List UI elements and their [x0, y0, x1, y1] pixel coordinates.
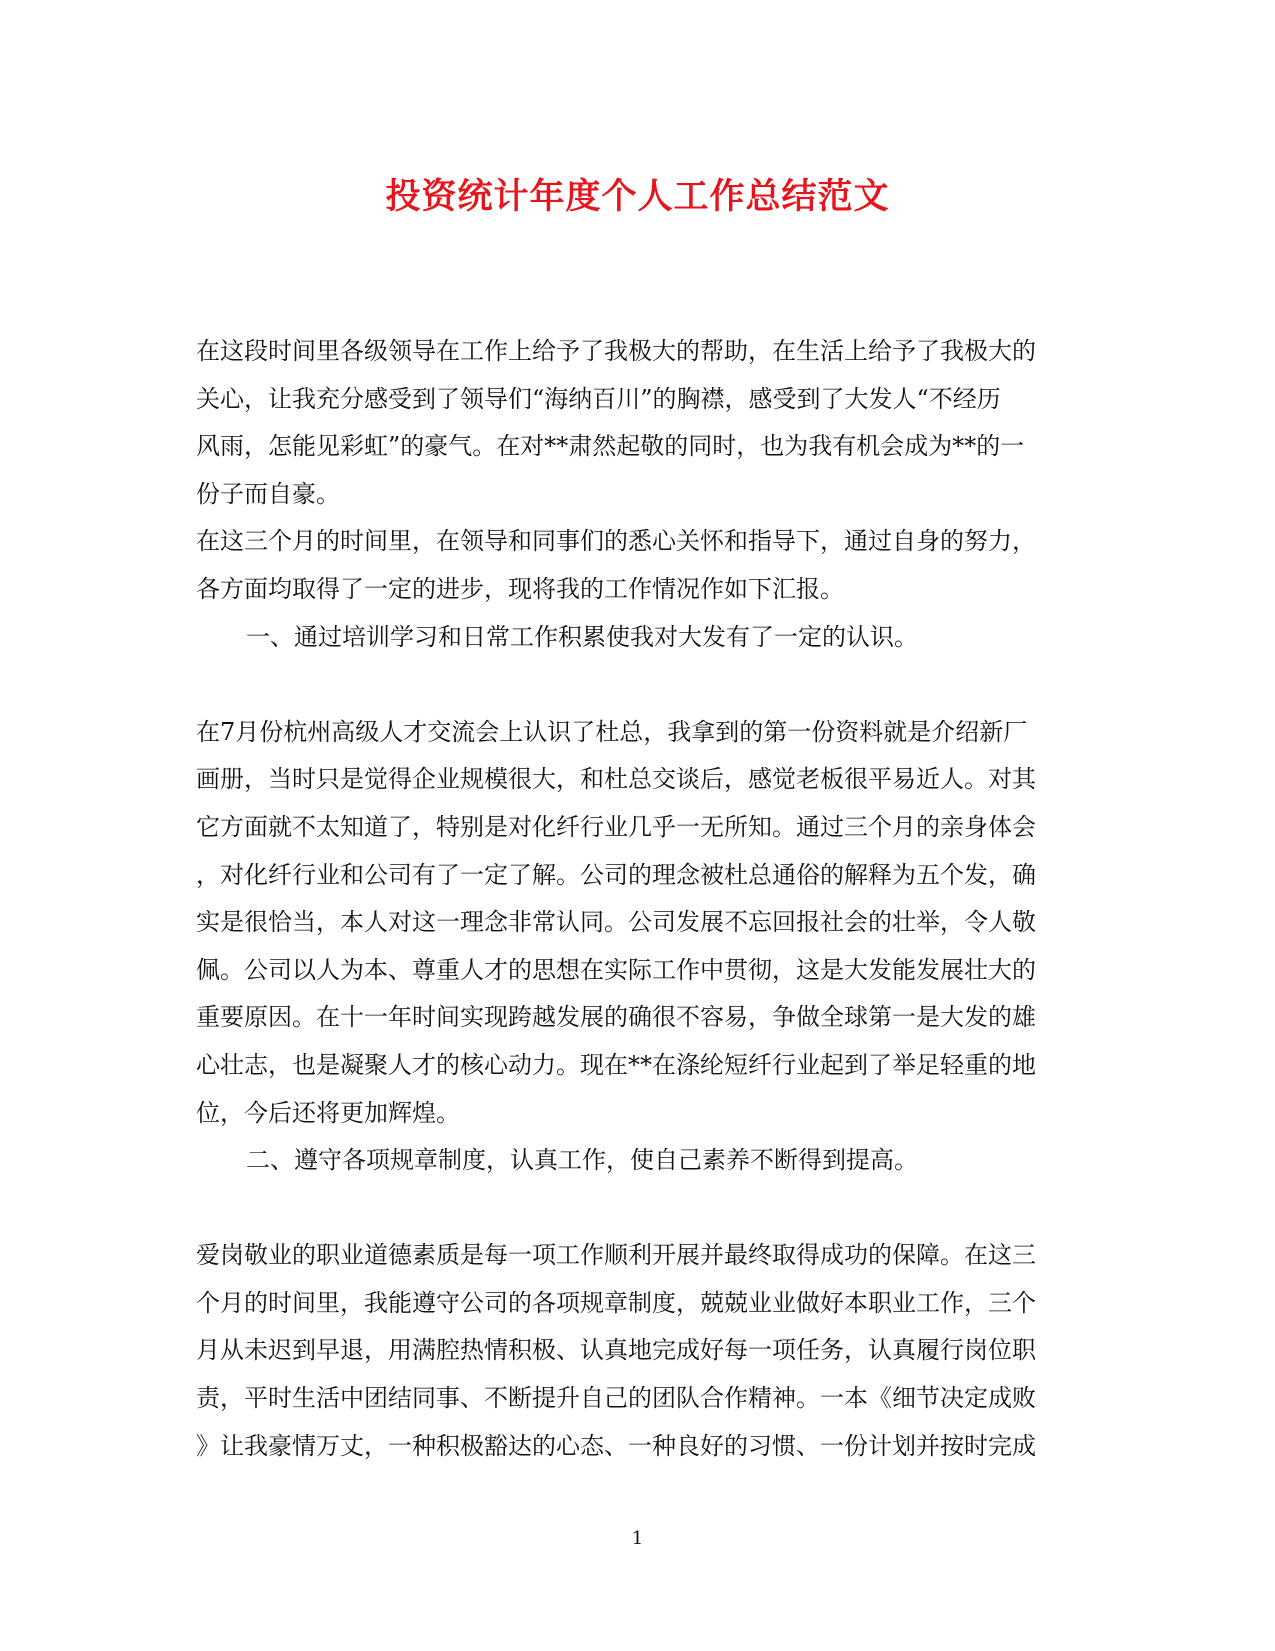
body-line: 画册，当时只是觉得企业规模很大，和杜总交谈后，感觉老板很平易近人。对其 — [196, 765, 1036, 794]
blank-line — [196, 661, 1072, 709]
body-line: 佩。公司以人为本、尊重人才的思想在实际工作中贯彻，这是大发能发展壮大的 — [196, 955, 1036, 984]
body-line: 重要原因。在十一年时间实现跨越发展的确很不容易，争做全球第一是大发的雄 — [196, 1003, 1036, 1032]
body-line: 》让我豪情万丈，一种积极豁达的心态、一种良好的习惯、一份计划并按时完成 — [196, 1431, 1036, 1460]
blank-line — [196, 1185, 1072, 1233]
body-line: 心壮志，也是凝聚人才的核心动力。现在**在涤纶短纤行业起到了举足轻重的地 — [196, 1050, 1036, 1079]
body-line: 在这三个月的时间里，在领导和同事们的悉心关怀和指导下，通过自身的努力， — [196, 527, 1036, 556]
section-heading: 一、通过培训学习和日常工作积累使我对大发有了一定的认识。 — [246, 622, 918, 651]
body-line: 它方面就不太知道了，特别是对化纤行业几乎一无所知。通过三个月的亲身体会 — [196, 812, 1036, 841]
document-title: 投资统计年度个人工作总结范文 — [385, 176, 890, 217]
body-line: 份子而自豪。 — [196, 479, 340, 508]
body-line: 责，平时生活中团结同事、不断提升自己的团队合作精神。一本《细节决定成败 — [196, 1384, 1036, 1413]
body-line: 实是很恰当，本人对这一理念非常认同。公司发展不忘回报社会的壮举，令人敬 — [196, 908, 1036, 937]
body-line: 在7月份杭州高级人才交流会上认识了杜总，我拿到的第一份资料就是介绍新厂 — [196, 717, 1028, 746]
body-line: 风雨，怎能见彩虹”的豪气。在对**肃然起敬的同时，也为我有机会成为**的一 — [196, 432, 1025, 461]
body-line: 月从未迟到早退，用满腔热情积极、认真地完成好每一项任务，认真履行岗位职 — [196, 1336, 1036, 1365]
body-line: 各方面均取得了一定的进步，现将我的工作情况作如下汇报。 — [196, 574, 844, 603]
body-line: 爱岗敬业的职业道德素质是每一项工作顺利开展并最终取得成功的保障。在这三 — [196, 1241, 1036, 1270]
body-line: 个月的时间里，我能遵守公司的各项规章制度，兢兢业业做好本职业工作，三个 — [196, 1288, 1036, 1317]
body-line: 位，今后还将更加辉煌。 — [196, 1098, 460, 1127]
body-line: 在这段时间里各级领导在工作上给予了我极大的帮助，在生活上给予了我极大的 — [196, 337, 1036, 365]
body-line: 关心，让我充分感受到了领导们“海纳百川”的胸襟，感受到了大发人“不经历 — [196, 384, 1001, 413]
page-number: 1 — [631, 1528, 644, 1549]
section-heading: 二、遵守各项规章制度，认真工作，使自己素养不断得到提高。 — [246, 1146, 918, 1175]
document-body — [196, 328, 1072, 1470]
body-line: ，对化纤行业和公司有了一定了解。公司的理念被杜总通俗的解释为五个发，确 — [196, 860, 1036, 889]
